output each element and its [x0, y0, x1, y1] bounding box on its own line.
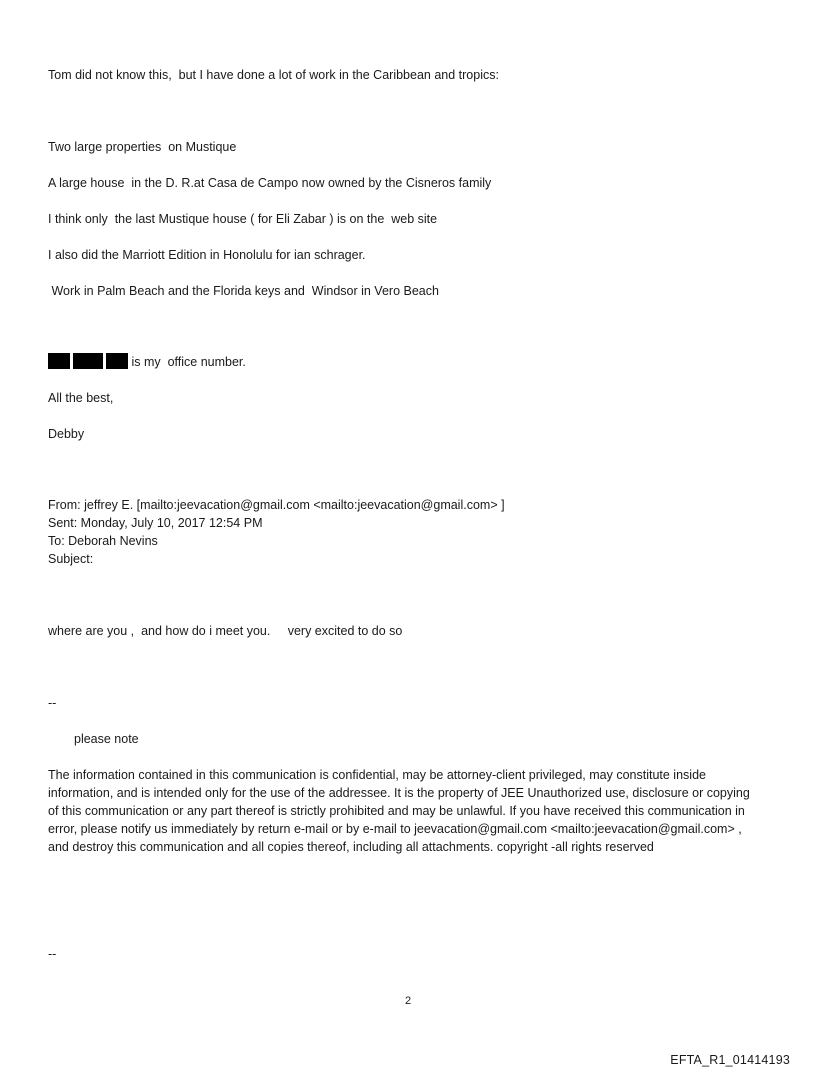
list-item: I think only the last Mustique house ( for Eli Zabar ) is on the web site — [48, 212, 438, 226]
signature-separator: -- — [48, 947, 57, 961]
list-item: A large house in the D. R.at Casa de Campo now owned by the Cisneros family — [48, 176, 492, 190]
closing-text: All the best, — [48, 391, 114, 405]
please-note-label: please note — [74, 732, 139, 746]
quoted-subject: Subject: — [48, 552, 94, 566]
quoted-message: where are you , and how do i meet you. very excited to do so — [48, 624, 403, 638]
list-item: I also did the Marriott Edition in Honolulu for ian schrager. — [48, 248, 366, 262]
quoted-to: To: Deborah Nevins — [48, 534, 158, 548]
quoted-from: From: jeffrey E. [mailto:jeevacation@gmail.com <mailto:jeevacation@gmail.com> ] — [48, 498, 505, 512]
list-item: Two large properties on Mustique — [48, 140, 237, 154]
list-item: Work in Palm Beach and the Florida keys and Windsor in Vero Beach — [48, 284, 439, 298]
document-id: EFTA_R1_01414193 — [670, 1053, 790, 1067]
quoted-sent: Sent: Monday, July 10, 2017 12:54 PM — [48, 516, 263, 530]
confidentiality-disclaimer: The information contained in this communication is confidential, may be attorney-client privileged, may constitute inside information, and is intended only for the use of the addressee. It is the property of JEE Unauthorized use, disclosure or copying of this communication or any part thereof is strictly prohibited and may be unlawful. If you have received this communication in error, please notify us immediately by return e-mail or by e-mail to jeevacation@gmail.com <mailto:jeevacation@gmail.com> , and destroy this communication and all copies thereof, including all attachments. copyright -all rights reserved — [48, 768, 750, 854]
redaction-block — [106, 353, 128, 369]
page-number: 2 — [404, 995, 412, 1007]
office-number-text: is my office number. — [128, 355, 246, 369]
office-number-line — [48, 353, 246, 371]
intro-text: Tom did not know this, but I have done a lot of work in the Caribbean and tropics: — [48, 68, 499, 82]
redaction-block — [73, 353, 103, 369]
signature: Debby — [48, 427, 85, 441]
redaction-block — [48, 353, 70, 369]
signature-separator: -- — [48, 696, 57, 710]
